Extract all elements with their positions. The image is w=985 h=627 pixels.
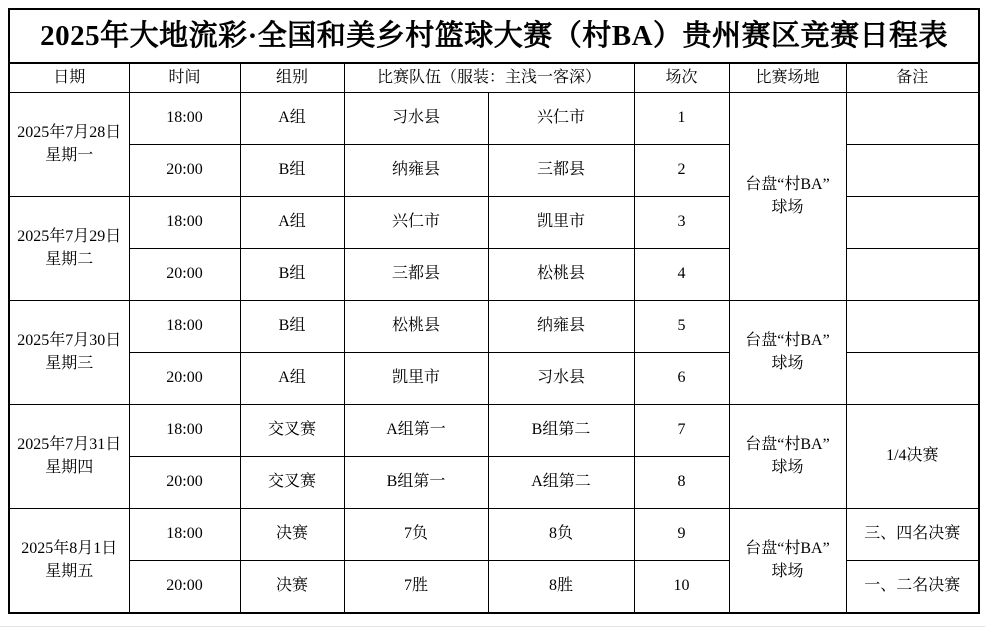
venue-cell (729, 301, 846, 405)
group-cell: A组 (240, 353, 344, 405)
home-team-cell: 三都县 (344, 249, 488, 301)
venue-line1: 台盘“村BA” (745, 176, 830, 194)
time-cell: 20:00 (129, 457, 240, 509)
away-team-cell: 纳雍县 (488, 301, 634, 353)
match-no-cell: 4 (634, 249, 729, 301)
match-no-cell: 6 (634, 353, 729, 405)
note-cell (846, 353, 979, 405)
group-cell: B组 (240, 145, 344, 197)
match-no-cell: 8 (634, 457, 729, 509)
column-header-group: 组别 (240, 63, 344, 93)
match-no-cell: 1 (634, 93, 729, 145)
venue-line2: 球场 (771, 458, 804, 476)
note-cell-first-second: 一、二名决赛 (846, 561, 979, 614)
away-team-cell: 8胜 (488, 561, 634, 614)
date-cell (9, 93, 129, 197)
away-team-cell: 8负 (488, 509, 634, 561)
column-header-match-no: 场次 (634, 63, 729, 93)
time-cell: 18:00 (129, 509, 240, 561)
note-cell (846, 93, 979, 145)
match-no-cell: 3 (634, 197, 729, 249)
venue-line2: 球场 (771, 562, 804, 580)
away-team-cell: A组第二 (488, 457, 634, 509)
note-cell (846, 145, 979, 197)
time-cell: 20:00 (129, 561, 240, 614)
venue-cell (729, 93, 846, 301)
column-header-note: 备注 (846, 63, 979, 93)
match-no-cell: 7 (634, 405, 729, 457)
away-team-cell: 凯里市 (488, 197, 634, 249)
home-team-cell: 松桃县 (344, 301, 488, 353)
time-cell: 18:00 (129, 301, 240, 353)
date-text: 2025年7月28日 (17, 124, 122, 142)
group-cell: 决赛 (240, 509, 344, 561)
match-no-cell: 9 (634, 509, 729, 561)
home-team-cell: B组第一 (344, 457, 488, 509)
weekday-text: 星期一 (45, 146, 94, 164)
away-team-cell: 兴仁市 (488, 93, 634, 145)
note-cell-third-fourth: 三、四名决赛 (846, 509, 979, 561)
note-cell (846, 197, 979, 249)
home-team-cell: 纳雍县 (344, 145, 488, 197)
weekday-text: 星期四 (45, 458, 94, 476)
schedule-table (8, 8, 980, 614)
group-cell: 交叉赛 (240, 457, 344, 509)
venue-line1: 台盘“村BA” (745, 540, 830, 558)
away-team-cell: 习水县 (488, 353, 634, 405)
time-cell: 18:00 (129, 93, 240, 145)
date-cell (9, 301, 129, 405)
home-team-cell: 兴仁市 (344, 197, 488, 249)
column-header-date: 日期 (9, 63, 129, 93)
schedule-sheet (8, 8, 980, 614)
date-text: 2025年7月30日 (17, 332, 122, 350)
weekday-text: 星期二 (45, 250, 94, 268)
column-header-teams: 比赛队伍（服装：主浅一客深） (344, 63, 634, 93)
column-header-time: 时间 (129, 63, 240, 93)
group-cell: 决赛 (240, 561, 344, 614)
column-header-venue: 比赛场地 (729, 63, 846, 93)
home-team-cell: 习水县 (344, 93, 488, 145)
date-cell (9, 197, 129, 301)
group-cell: A组 (240, 197, 344, 249)
away-team-cell: 三都县 (488, 145, 634, 197)
group-cell: B组 (240, 249, 344, 301)
venue-line2: 球场 (771, 198, 804, 216)
page-title: 2025年大地流彩·全国和美乡村篮球大赛（村BA）贵州赛区竞赛日程表 (9, 9, 979, 63)
note-cell (846, 301, 979, 353)
away-team-cell: B组第二 (488, 405, 634, 457)
group-cell: B组 (240, 301, 344, 353)
time-cell: 18:00 (129, 197, 240, 249)
time-cell: 18:00 (129, 405, 240, 457)
group-cell: 交叉赛 (240, 405, 344, 457)
date-cell (9, 509, 129, 614)
note-cell-quarterfinal: 1/4决赛 (846, 405, 979, 509)
venue-line1: 台盘“村BA” (745, 436, 830, 454)
home-team-cell: 7胜 (344, 561, 488, 614)
away-team-cell: 松桃县 (488, 249, 634, 301)
home-team-cell: A组第一 (344, 405, 488, 457)
match-no-cell: 10 (634, 561, 729, 614)
weekday-text: 星期三 (45, 354, 94, 372)
time-cell: 20:00 (129, 145, 240, 197)
venue-cell (729, 405, 846, 509)
date-text: 2025年8月1日 (21, 540, 118, 558)
venue-cell (729, 509, 846, 614)
group-cell: A组 (240, 93, 344, 145)
venue-line1: 台盘“村BA” (745, 332, 830, 350)
date-text: 2025年7月29日 (17, 228, 122, 246)
home-team-cell: 7负 (344, 509, 488, 561)
time-cell: 20:00 (129, 249, 240, 301)
weekday-text: 星期五 (45, 562, 94, 580)
home-team-cell: 凯里市 (344, 353, 488, 405)
venue-line2: 球场 (771, 354, 804, 372)
match-no-cell: 2 (634, 145, 729, 197)
date-cell (9, 405, 129, 509)
time-cell: 20:00 (129, 353, 240, 405)
date-text: 2025年7月31日 (17, 436, 122, 454)
match-no-cell: 5 (634, 301, 729, 353)
note-cell (846, 249, 979, 301)
